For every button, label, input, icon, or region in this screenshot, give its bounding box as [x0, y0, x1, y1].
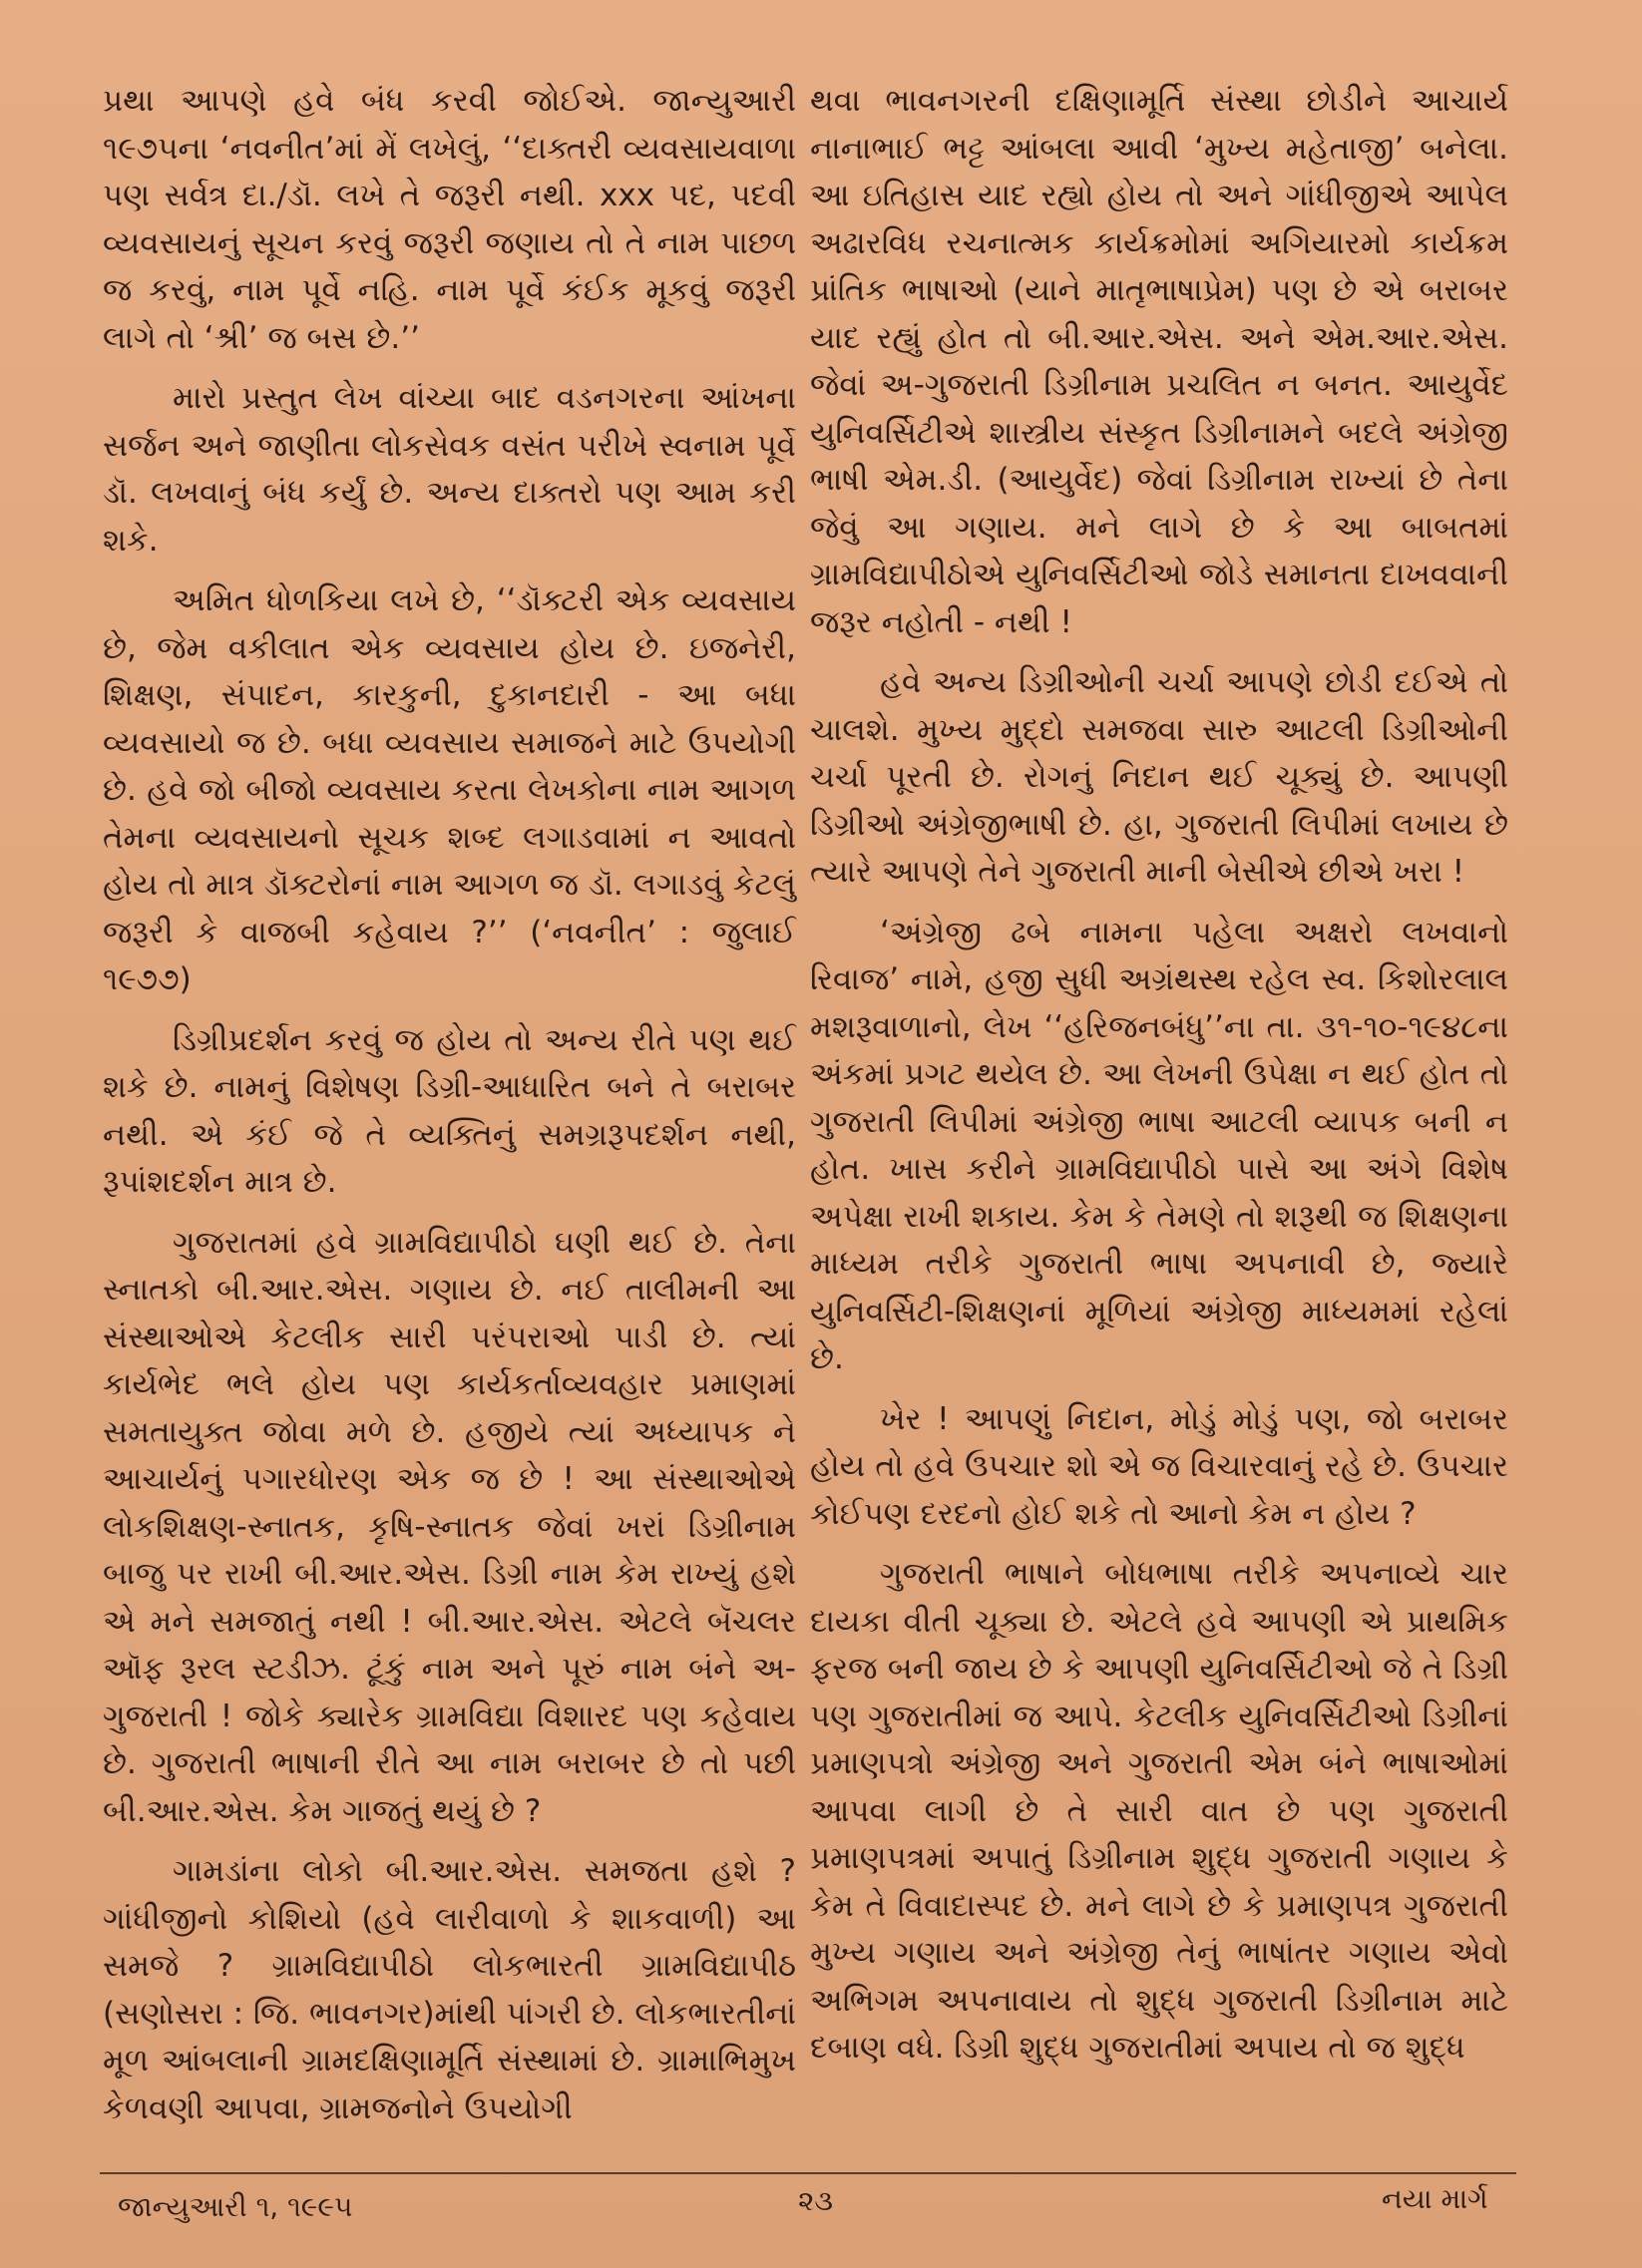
paragraph: ગુજરાતમાં હવે ગ્રામવિદ્યાપીઠો ઘણી થઈ છે. તેના સ્નાતકો બી.આર.એસ. ગણાય છે. નઈ તાલીમની આ સંસ્થાઓએ કેટલીક સારી પરંપરાઓ પાડી છે. ત્યાં કાર્યભેદ ભલે હોય પણ કાર્યકર્તાવ્યવહાર પ્રમાણમાં સમતાયુક્ત જોવા મળે છે. હજીયે ત્યાં અધ્યાપક ને આચાર્યનું પગારધોરણ એક જ છે ! આ સંસ્થાઓએ લોકશિક્ષણ-સ્નાતક, કૃષિ-સ્નાતક જેવાં ખરાં ડિગ્રીનામ બાજુ પર રાખી બી.આર.એસ. ડિગ્રી નામ કેમ રાખ્યું હશે એ મને સમજાતું નથી ! બી.આર.એસ. એટલે બૅચલર ઑફ રૂરલ સ્ટડીઝ. ટૂંકું નામ અને પૂરું નામ બંને અ-ગુજરાતી ! જોકે ક્યારેક ગ્રામવિદ્યા વિશારદ પણ કહેવાય છે. ગુજરાતી ભાષાની રીતે આ નામ બરાબર છે તો પછી બી.આર.એસ. કેમ ગાજતું થયું છે ?	[103, 1224, 796, 1829]
paragraph: ગામડાંના લોકો બી.આર.એસ. સમજતા હશે ? ગાંધીજીનો કોશિયો (હવે લારીવાળો કે શાકવાળી) આ સમજે ? ગ્રામવિદ્યાપીઠો લોકભારતી ગ્રામવિદ્યાપીઠ (સણોસરા : જિ. ભાવનગર)માંથી પાંગરી છે. લોકભારતીનાં મૂળ આંબલાની ગ્રામદક્ષિણામૂર્તિ સંસ્થામાં છે. ગ્રામાભિમુખ કેળવણી આપવા, ગ્રામજનોને ઉપયોગી	[103, 1853, 796, 2126]
paragraph: પ્રથા આપણે હવે બંધ કરવી જોઈએ. જાન્યુઆરી ૧૯૭૫ના ‘નવનીત’માં મેં લખેલું, ‘‘દાક્તરી વ્યવસાયવાળા પણ સર્વત્ર દા./ડૉ. લખે તે જરૂરી નથી. xxx પદ, પદવી વ્યવસાયનું સૂચન કરવું જરૂરી જણાય તો તે નામ પાછળ જ કરવું, નામ પૂર્વે નહિ. નામ પૂર્વે કંઈક મૂકવું જરૂરી લાગે તો ‘શ્રી’ જ બસ છે.’’	[103, 83, 796, 356]
footer-divider	[100, 2172, 1516, 2174]
issue-date: જાન્યુઆરી ૧, ૧૯૯૫	[118, 2190, 353, 2223]
magazine-title: નયા માર્ગ	[1382, 2182, 1488, 2215]
paragraph: હવે અન્ય ડિગ્રીઓની ચર્ચા આપણે છોડી દઈએ તો ચાલશે. મુખ્ય મુદ્દો સમજવા સારુ આટલી ડિગ્રીઓની ચર્ચા પૂરતી છે. રોગનું નિદાન થઈ ચૂક્યું છે. આપણી ડિગ્રીઓ અંગ્રેજીભાષી છે. હા, ગુજરાતી લિપીમાં લખાય છે ત્યારે આપણે તેને ગુજરાતી માની બેસીએ છીએ ખરા !	[810, 664, 1508, 890]
paragraph: ગુજરાતી ભાષાને બોધભાષા તરીકે અપનાવ્યે ચાર દાયકા વીતી ચૂક્યા છે. એટલે હવે આપણી એ પ્રાથમિક ફરજ બની જાય છે કે આપણી યુનિવર્સિટીઓ જે તે ડિગ્રી પણ ગુજરાતીમાં જ આપે. કેટલીક યુનિવર્સિટીઓ ડિગ્રીનાં પ્રમાણપત્રો અંગ્રેજી અને ગુજરાતી એમ બંને ભાષાઓમાં આપવા લાગી છે તે સારી વાત છે પણ ગુજરાતી પ્રમાણપત્રમાં અપાતું ડિગ્રીનામ શુદ્ધ ગુજરાતી ગણાય કે કેમ તે વિવાદાસ્પદ છે. મને લાગે છે કે પ્રમાણપત્ર ગુજરાતી મુખ્ય ગણાય અને અંગ્રેજી તેનું ભાષાંતર ગણાય એવો અભિગમ અપનાવાય તો શુદ્ધ ગુજરાતી ડિગ્રીનામ માટે દબાણ વધે. ડિગ્રી શુદ્ધ ગુજરાતીમાં અપાય તો જ શુદ્ધ	[810, 1556, 1508, 2066]
right-column	[810, 78, 1508, 2085]
paragraph: ‘અંગ્રેજી ઢબે નામના પહેલા અક્ષરો લખવાનો રિવાજ’ નામે, હજી સુધી અગ્રંથસ્થ રહેલ સ્વ. કિશોરલાલ મશરૂવાળાનો, લેખ ‘‘હરિજનબંધુ’’ના તા. ૩૧-૧૦-૧૯૪૮ના અંકમાં પ્રગટ થયેલ છે. આ લેખની ઉપેક્ષા ન થઈ હોત તો ગુજરાતી લિપીમાં અંગ્રેજી ભાષા આટલી વ્યાપક બની ન હોત. ખાસ કરીને ગ્રામવિદ્યાપીઠો પાસે આ અંગે વિશેષ અપેક્ષા રાખી શકાય. કેમ કે તેમણે તો શરૂથી જ શિક્ષણના માધ્યમ તરીકે ગુજરાતી ભાષા અપનાવી છે, જ્યારે યુનિવર્સિટી-શિક્ષણનાં મૂળિયાં અંગ્રેજી માધ્યમમાં રહેલાં છે.	[810, 914, 1508, 1376]
page-number: ૨૩	[798, 2184, 834, 2217]
paragraph: અમિત ધોળકિયા લખે છે, ‘‘ડૉક્ટરી એક વ્યવસાય છે, જેમ વકીલાત એક વ્યવસાય હોય છે. ઇજનેરી, શિક્ષણ, સંપાદન, કારકુની, દુકાનદારી - આ બધા વ્યવસાયો જ છે. બધા વ્યવસાય સમાજને માટે ઉપયોગી છે. હવે જો બીજો વ્યવસાય કરતા લેખકોના નામ આગળ તેમના વ્યવસાયનો સૂચક શબ્દ લગાડવામાં ન આવતો હોય તો માત્ર ડૉક્ટરોનાં નામ આગળ જ ડૉ. લગાડવું કેટલું જરૂરી કે વાજબી કહેવાય ?’’ (‘નવનીત’ : જુલાઈ ૧૯૭૭)	[103, 582, 796, 997]
paragraph: ડિગ્રીપ્રદર્શન કરવું જ હોય તો અન્ય રીતે પણ થઈ શકે છે. નામનું વિશેષણ ડિગ્રી-આધારિત બને તે બરાબર નથી. એ કંઈ જે તે વ્યક્તિનું સમગ્રરૂપદર્શન નથી, રૂપાંશદર્શન માત્ર છે.	[103, 1021, 796, 1200]
paragraph: મારો પ્રસ્તુત લેખ વાંચ્યા બાદ વડનગરના આંખના સર્જન અને જાણીતા લોકસેવક વસંત પરીખે સ્વનામ પૂર્વે ડૉ. લખવાનું બંધ કર્યું છે. અન્ય દાક્તરો પણ આમ કરી શકે.	[103, 380, 796, 559]
left-column	[103, 78, 796, 2145]
paragraph: થવા ભાવનગરની દક્ષિણામૂર્તિ સંસ્થા છોડીને આચાર્ય નાનાભાઈ ભટ્ટ આંબલા આવી ‘મુખ્ય મહેતાજી’ બનેલા. આ ઇતિહાસ યાદ રહ્યો હોય તો અને ગાંધીજીએ આપેલ અઢારવિધ રચનાત્મક કાર્યક્રમોમાં અગિયારમો કાર્યક્રમ પ્રાંતિક ભાષાઓ (યાને માતૃભાષાપ્રેમ) પણ છે એ બરાબર યાદ રહ્યું હોત તો બી.આર.એસ. અને એમ.આર.એસ. જેવાં અ-ગુજરાતી ડિગ્રીનામ પ્રચલિત ન બનત. આયુર્વેદ યુનિવર્સિટીએ શાસ્ત્રીય સંસ્કૃત ડિગ્રીનામને બદલે અંગ્રેજી ભાષી એમ.ડી. (આયુર્વેદ) જેવાં ડિગ્રીનામ રાખ્યાં છે તેના જેવું આ ગણાય. મને લાગે છે કે આ બાબતમાં ગ્રામવિદ્યાપીઠોએ યુનિવર્સિટીઓ જોડે સમાનતા દાખવવાની જરૂર નહોતી - નથી !	[810, 83, 1508, 640]
paragraph: ખેર ! આપણું નિદાન, મોડું મોડું પણ, જો બરાબર હોય તો હવે ઉપચાર શો એ જ વિચારવાનું રહે છે. ઉપચાર કોઈપણ દરદનો હોઈ શકે તો આનો કેમ ન હોય ?	[810, 1400, 1508, 1532]
page-footer	[0, 2178, 1642, 2228]
